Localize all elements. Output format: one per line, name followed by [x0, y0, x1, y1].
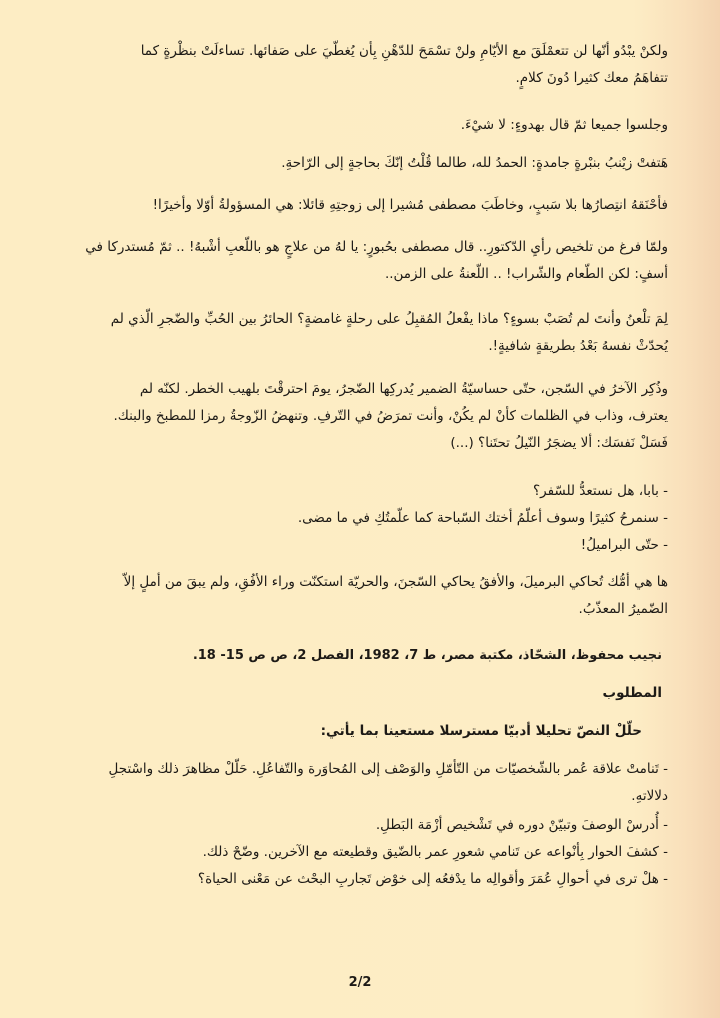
text-line: هَتفتْ زيْنبُ بنبْرةٍ جامدةٍ: الحمدُ لله، طالما قُلْتُ إنّكَ بحاجةٍ إلى الرّاحةِ.: [281, 155, 668, 171]
text-line: لِمَ تلْعنُ وأنتَ لم تُصَبْ بسوءٍ؟ ماذا يفْعلُ المُقبِلُ على رحلةٍ غامضةٍ؟ الحائرُ بين الحُبِّ والضّجرِ الّذي لم: [110, 311, 668, 327]
text-line: وذُكِر الآخرُ في السّجن، حتّى حساسيّةُ الضمير يُدركِها الضّجرُ، يومَ احترقْتَ بلهيب الخطر. لكنّه لم: [139, 381, 668, 397]
text-line: أسفٍ: لكن الطّعام والشّراب! .. اللّعنةُ على الزمن..: [384, 266, 668, 282]
paragraph-3: [60, 150, 668, 177]
question-item: - كشفَ الحوار بِأنْواعه عن تَنامي شعورِ عمر بالضّيق وقطيعته مع الآخرين. وضّحْ ذلك.: [202, 844, 668, 860]
text-line: يُحدّثْ نفسهُ بَعْدُ بطريقةٍ شافيةٍ!.: [488, 338, 668, 354]
dialogue-line: - سنمرحُ كثيرًا وسوف أعلّمُ أختك السّباحة كما علّمتُكِ في ما مضى.: [297, 510, 668, 526]
paragraph-5: [60, 234, 668, 288]
citation-text: نجيب محفوظ، الشحّاذ، مكتبة مصر، ط 7، 1982، الفصل 2، ص ص 15- 18.: [192, 648, 662, 663]
question-item: دلالاتهِ.: [631, 788, 668, 804]
text-line: تتفاهَمُ معك كثيرا دُونَ كلامٍ.: [515, 70, 668, 86]
required-heading: [60, 680, 662, 707]
paragraph-2: [60, 112, 668, 139]
text-line: الضّميرُ المعذّبُ.: [578, 601, 668, 617]
paragraph-1: [60, 38, 668, 92]
paragraph-9: [60, 569, 668, 623]
dialogue-line: - حتّى البراميلُ!: [580, 537, 668, 553]
heading-text: المطلوب: [602, 685, 662, 701]
instruction-text: حلّلْ النصّ تحليلا أدبيّا مسترسلا مستعينا بما يأتي:: [320, 723, 642, 739]
questions-list: [60, 756, 668, 893]
document-page: [60, 0, 668, 1018]
text-line: يعترف، وذاب في الظلمات كأنْ لم يكُنْ، وأنت تمرَضُ في التّرفِ. وتنهضُ الزّوجةُ رمزا للمطبخ والبنك.: [113, 408, 668, 424]
page-number: 2/2: [348, 975, 372, 990]
text-line: ولكنْ يبْدُو أنّها لن تتعمْلَقَ مع الأيّامِ ولنْ تسْمَحَ للدّهْنِ بِأن يُغطّيَ على صَفائها. تساءلَتْ بنظْرةٍ كما: [140, 43, 668, 59]
question-item: - أُدرسْ الوصفَ وتبيّنْ دوره في تَشْخيص أزْمَة البَطلِ.: [375, 817, 668, 833]
text-line: وجلسوا جميعا ثمّ قال بهدوءٍ: لا شيْءَ.: [460, 117, 668, 133]
citation: [60, 642, 662, 669]
text-line: ها هي أمُّك تُحاكي البرميلَ، والأفقُ يحاكي السّجنَ، والحريّة استكنّت وراء الأفُقِ، ولم يبقَ من أملٍ إلاّ: [123, 574, 668, 590]
dialogue-line: - بابا، هل نستعدُّ للسّفر؟: [532, 483, 668, 499]
paragraph-7: [60, 376, 668, 457]
task-instruction: [60, 718, 642, 745]
text-line: فَسَلْ نَفسَك: ألا يضجَرُ النّيلُ تحتَنا؟ (...): [450, 435, 668, 451]
paragraph-6: [60, 306, 668, 360]
dialogue-block: [60, 478, 668, 559]
question-item: - هلْ ترى في أحوالِ عُمَرَ وأقوالِه ما يدْفعُه إلى خوْض تَجاربِ البحْث عن مَعْنى الحياة؟: [197, 871, 668, 887]
text-line: فأحْنَقهُ انتِصارُها بلا سَببٍ، وخاطَبَ مصطفى مُشيرا إلى زوجتِهِ قائلا: هي المسؤولةُ أوّلا وأخيرًا!: [152, 197, 668, 213]
paragraph-4: [60, 192, 668, 219]
question-item: - تَنامتْ علاقة عُمر بالشّخصيّات من التّأمّلِ والوَصْف إلى المُحاوَرة والتّفاعُلِ. حَلّلْ مظاهرَ ذلك واسْتجلِ: [108, 761, 668, 777]
text-line: ولمّا فرغ من تلخيص رأيِ الدّكتورِ.. قال مصطفى بحُبورٍ: يا لهُ من علاجٍ هو باللّعبِ أشْبهُ! .. ثمّ مُستدركا في: [85, 239, 668, 255]
